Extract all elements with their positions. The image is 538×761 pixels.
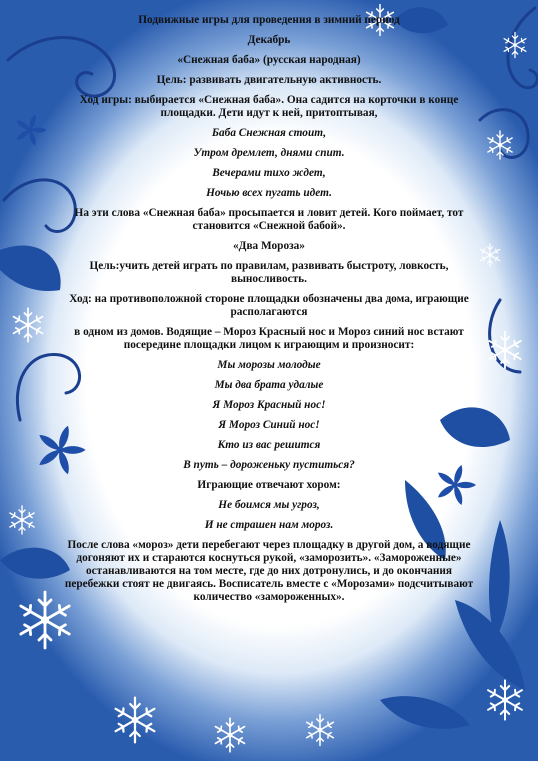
poem-line: Мы два брата удалые	[214, 379, 324, 391]
snowflake-icon	[307, 715, 334, 746]
flower-ornament	[15, 114, 46, 147]
snowflake-icon	[116, 698, 155, 743]
poem-line: Вечерами тихо ждет,	[212, 167, 326, 179]
poem-line: Баба Снежная стоит,	[211, 127, 327, 139]
paragraph: Ход: на противоположной стороне площадки обозначены два дома, играющие располагаются	[69, 293, 469, 318]
poem-line: Кто из вас решится	[217, 439, 321, 451]
poem-line: Я Мороз Синий нос!	[218, 419, 320, 431]
paragraph: Играющие отвечают хором:	[197, 479, 341, 491]
poem-line: Мы морозы молодые	[217, 359, 321, 371]
paragraph: Цель:учить детей играть по правилам, развивать быстроту, ловкость, выносливость.	[89, 260, 449, 285]
snowflake-icon	[215, 718, 244, 752]
document-body	[62, 14, 476, 611]
poem-line: Я Мороз Красный нос!	[212, 399, 326, 411]
poem-line: Утром дремлет, днями спит.	[193, 147, 345, 159]
poem-line: И не страшен нам мороз.	[204, 519, 334, 531]
poem-line: Не боимся мы угроз,	[218, 499, 320, 511]
snowflake-icon	[489, 332, 520, 368]
paragraph: Декабрь	[247, 34, 291, 46]
paragraph: Цель: развивать двигательную активность.	[156, 74, 382, 86]
snowflake-icon	[480, 244, 499, 266]
snowflake-icon	[13, 308, 42, 342]
paragraph: «Снежная баба» (русская народная)	[177, 54, 361, 66]
poem-line: В путь – дороженьку пуститься?	[183, 459, 355, 471]
paragraph: На эти слова «Снежная баба» просыпается и ловит детей. Кого поймает, тот становится «Снежной бабой».	[74, 207, 464, 232]
snowflake-icon	[10, 506, 34, 534]
paragraph: «Два Мороза»	[233, 240, 305, 252]
poem-line: Ночью всех пугать идет.	[206, 187, 332, 199]
paragraph: в одном из домов. Водящие – Мороз Красный нос и Мороз синий нос встают посередине площадки лицом к играющим и произносит:	[74, 326, 464, 351]
snowflake-icon	[488, 131, 512, 159]
paragraph: Ход игры: выбирается «Снежная баба». Она садится на корточки в конце площадки. Дети идут к ней, притоптывая,	[79, 94, 459, 119]
page-title: Подвижные игры для проведения в зимний период	[138, 14, 400, 26]
snowflake-icon	[488, 680, 522, 719]
paragraph: После слова «мороз» дети перебегают через площадку в другой дом, а водящие догоняют их и стараются коснуться рукой, «заморозить». «Замороженные» останавливаются на том месте, где до них дотронулись, и до окончания перебежки стоят не двигаясь. Восписатель вместе с «Морозами» подсчитывают количество «замороженных».	[64, 539, 474, 603]
